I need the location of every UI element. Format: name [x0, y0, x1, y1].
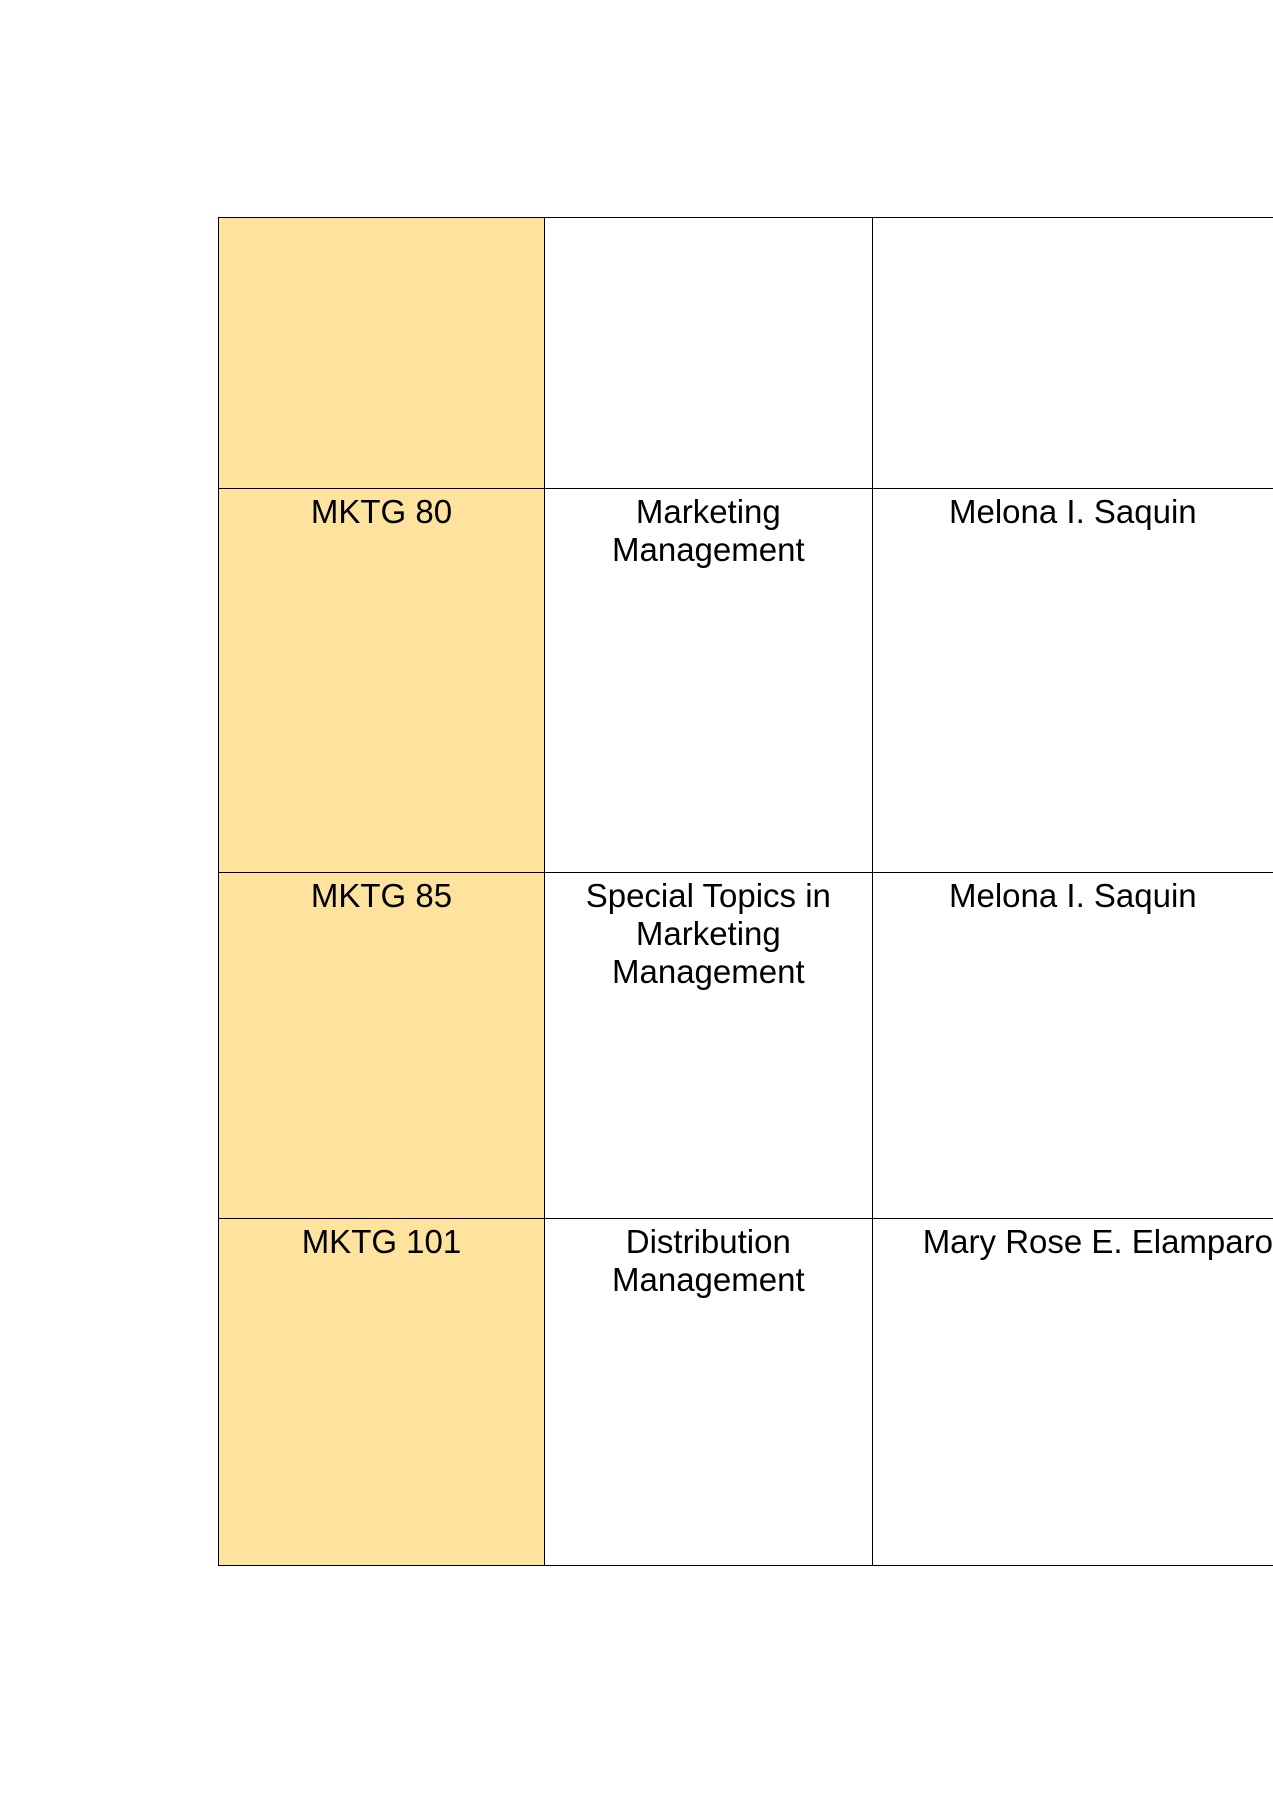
course-title: Distribution Management: [612, 1223, 805, 1298]
course-code: [219, 218, 544, 222]
course-title-cell: [544, 1219, 872, 1566]
course-code-cell: [219, 489, 545, 873]
course-code-cell: [219, 873, 545, 1219]
faculty-cell: [872, 873, 1273, 1219]
course-title: Special Topics in Marketing Management: [585, 877, 831, 990]
faculty-name: Melona I. Saquin: [949, 877, 1197, 914]
course-code-cell: [219, 218, 545, 489]
faculty-name: [873, 218, 1273, 222]
faculty-name: Melona I. Saquin: [949, 493, 1197, 530]
course-title: Marketing Management: [612, 493, 805, 568]
faculty-cell: [872, 218, 1273, 489]
course-title-cell: [544, 218, 872, 489]
course-code: MKTG 85: [310, 877, 453, 914]
faculty-cell: [872, 489, 1273, 873]
course-code: MKTG 80: [310, 493, 453, 530]
table-row: [219, 1219, 1273, 1566]
table-row: [219, 218, 1273, 489]
table-row: [219, 873, 1273, 1219]
course-title-cell: [544, 489, 872, 873]
course-title: [545, 218, 872, 222]
faculty-name: Mary Rose E. Elamparo: [922, 1223, 1273, 1260]
table-row: [219, 489, 1273, 873]
course-table: [218, 217, 1273, 1566]
course-code: MKTG 101: [301, 1223, 462, 1260]
course-code-cell: [219, 1219, 545, 1566]
course-title-cell: [544, 873, 872, 1219]
faculty-cell: [872, 1219, 1273, 1566]
